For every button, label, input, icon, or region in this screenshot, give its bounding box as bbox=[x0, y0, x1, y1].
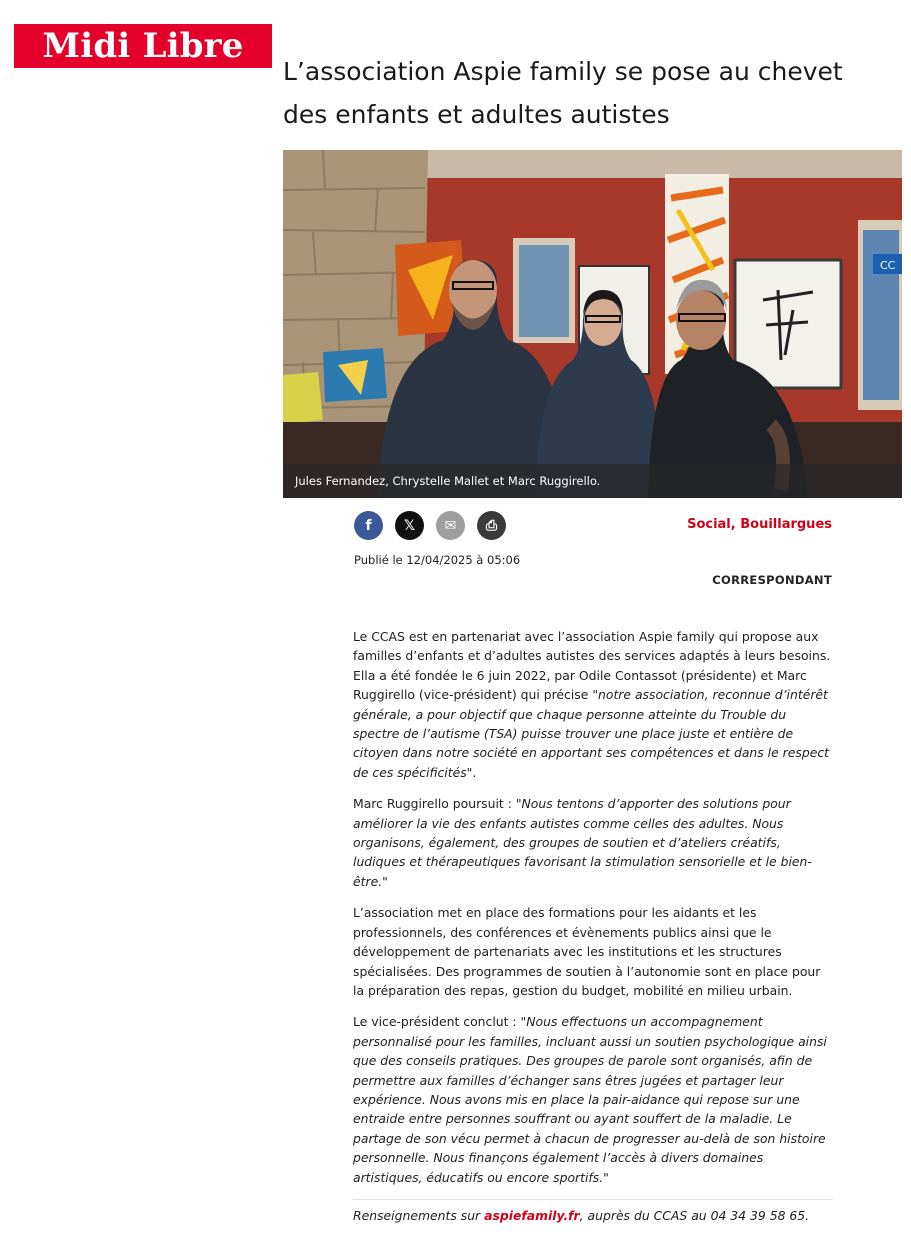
author-label: CORRESPONDANT bbox=[712, 573, 832, 587]
tag-separator: , bbox=[730, 517, 741, 532]
article-headline: L’association Aspie family se pose au chevet des enfants et adultes autistes bbox=[283, 57, 843, 129]
share-bar bbox=[354, 511, 506, 540]
paragraph-2: Marc Ruggirello poursuit : "Nous tentons d’apporter des solutions pour améliorer la vie des enfants autistes comme celles des adultes. Nous organisons, également, des groupes de soutien et d’ateliers créatifs, ludiques et thérapeutiques favorisant la stimulation sensorielle et le bien-être." bbox=[353, 796, 812, 889]
print-icon[interactable]: ⎙ bbox=[477, 511, 506, 540]
article-tags bbox=[687, 517, 832, 532]
facebook-share-icon[interactable]: f bbox=[354, 511, 383, 540]
tag-bouillargues[interactable]: Bouillargues bbox=[740, 517, 832, 532]
aspiefamily-link[interactable]: aspiefamily.fr bbox=[484, 1207, 580, 1223]
mail-share-icon[interactable]: ✉ bbox=[436, 511, 465, 540]
photo-caption: Jules Fernandez, Chrystelle Mallet et Marc Ruggirello. bbox=[283, 464, 902, 498]
publish-date: Publié le 12/04/2025 à 05:06 bbox=[354, 553, 521, 567]
tag-social[interactable]: Social bbox=[687, 517, 731, 532]
article-body bbox=[353, 627, 833, 1237]
paragraph-4: Le vice-président conclut : "Nous effectuons un accompagnement personnalisé pour les familles, incluant aussi un soutien psychologique ainsi que des conseils pratiques. Des groupes de parole sont organisés, afin de permettre aux familles d’échanger sans êtres jugées et partager leur expérience. Nous avons mis en place la pair-aidance qui repose sur une entraide entre personnes souffrant ou ayant souffert de la maladie. Le partage de son vécu permet à chacun de progresser au-delà de son histoire personnelle. Nous finançons également l’accès à divers domaines artistiques, éducatifs ou encore sportifs." bbox=[353, 1014, 827, 1185]
sign-text: CC bbox=[880, 259, 896, 272]
paragraph-3: L’association met en place des formations pour les aidants et les professionnels, des conférences et évènements publics ainsi que le développement de partenariats avec les institutions et les structures spécialisées. Des programmes de soutien à l’autonomie sont en place pour la préparation des repas, gestion du budget, mobilité en milieu urbain. bbox=[353, 905, 821, 998]
quote: "Nous tentons d’apporter des solutions pour améliorer la vie des enfants autistes comme celles des adultes. Nous organisons, également, des groupes de soutien et d’ateliers créatifs, ludiques et thérapeutiques favorisant la stimulation sensorielle et le bien-être." bbox=[353, 796, 812, 889]
paragraph-1: Le CCAS est en partenariat avec l’association Aspie family qui propose aux familles d’enfants et d’adultes autistes des services adaptés à leurs besoins. Ella a été fondée le 6 juin 2022, par Odile Contassot (présidente) et Marc Ruggirello (vice-président) qui précise "notre association, reconnue d’intérêt générale, a pour objectif que chaque personne atteinte du Trouble du spectre de l’autisme (TSA) puisse trouver une place juste et entière de citoyen dans notre société en apportant ses compétences et dans le respect de ces spécificités". bbox=[353, 629, 831, 780]
article-photo bbox=[283, 150, 902, 498]
quote: "Nous effectuons un accompagnement personnalisé pour les familles, incluant aussi un soutien psychologique ainsi que des conseils pratiques. Des groupes de parole sont organisés, afin de permettre aux familles d’échanger sans êtres jugées et partager leur expérience. Nous avons mis en place la pair-aidance qui repose sur une entraide entre personnes souffrant ou ayant souffert de la maladie. Le partage de son vécu permet à chacun de progresser au-delà de son histoire personnelle. Nous finançons également l’accès à divers domaines artistiques, éducatifs ou encore sportifs." bbox=[353, 1014, 827, 1185]
midi-libre-logo[interactable]: Midi Libre bbox=[14, 24, 272, 68]
x-share-icon[interactable]: 𝕏 bbox=[395, 511, 424, 540]
quote: "notre association, reconnue d’intérêt générale, a pour objectif que chaque personne atteinte du Trouble du spectre de l’autisme (TSA) puisse trouver une place juste et entière de citoyen dans notre société en apportant ses compétences et dans le respect de ces spécificités" bbox=[353, 687, 829, 780]
info-line: Renseignements sur aspiefamily.fr, auprès du CCAS au 04 34 39 58 65. bbox=[353, 1199, 833, 1225]
photo-illustration bbox=[283, 150, 902, 498]
